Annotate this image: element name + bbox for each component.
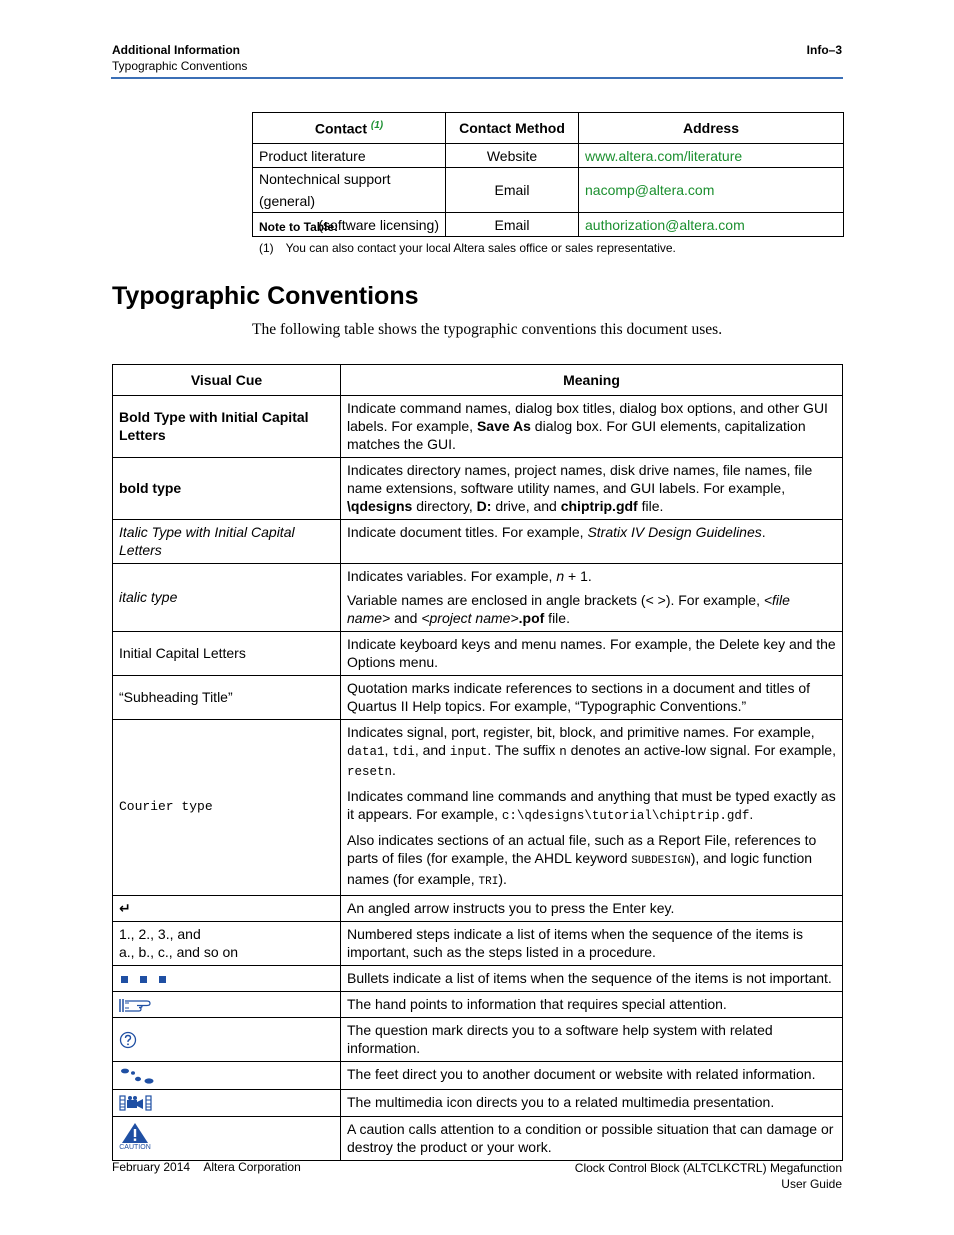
contact-cell: Product literature <box>253 144 446 168</box>
table-row <box>113 720 843 896</box>
meaning-cell: Numbered steps indicate a list of items when the sequence of the items is important, such as the steps listed in a procedure. <box>341 922 843 966</box>
meaning-cell: Indicates signal, port, register, bit, block, and primitive names. For example, data1, tdi, and input. The suffix n denotes an active-low signal. For example, resetn. Indicates command line commands and anything that must be typed exactly as it appears. For example, c:\qdesigns\tutorial\chiptrip.gdf. Also indicates sections of an actual file, such as a Report File, references to parts of files (for example, the AHDL keyword SUBDESIGN), and logic function names (for example, TRI). <box>341 720 843 896</box>
table-row <box>253 144 844 168</box>
table-row <box>113 396 843 458</box>
enter-arrow-icon: ↵ <box>119 900 131 916</box>
cue-cell: “Subheading Title” <box>113 676 341 720</box>
address-cell <box>579 144 844 168</box>
method-cell: Email <box>446 213 579 237</box>
intro-paragraph: The following table shows the typographic conventions this document uses. <box>252 321 723 338</box>
meaning-cell: An angled arrow instructs you to press the Enter key. <box>341 896 843 922</box>
cue-cell <box>113 992 341 1018</box>
conventions-table <box>112 364 843 1161</box>
meaning-cell: The feet direct you to another document or website with related information. <box>341 1062 843 1089</box>
address-cell <box>579 213 844 237</box>
cue-cell <box>113 1018 341 1062</box>
table-row <box>113 1018 843 1062</box>
contact-table <box>252 112 844 237</box>
cue-cell: 1., 2., 3., and a., b., c., and so on <box>113 922 341 966</box>
table-row <box>113 458 843 520</box>
table-row <box>113 966 843 992</box>
cue-cell <box>113 1116 341 1160</box>
hand-icon <box>119 997 151 1013</box>
meaning-cell: The multimedia icon directs you to a related multimedia presentation. <box>341 1089 843 1116</box>
table-row <box>113 564 843 632</box>
table-row <box>113 1089 843 1116</box>
caution-icon <box>119 1122 151 1152</box>
header-rule <box>111 77 843 79</box>
running-header-section: Additional Information <box>112 43 240 57</box>
contact-table-header <box>253 113 844 144</box>
footer-right <box>575 1160 842 1192</box>
table-row <box>113 922 843 966</box>
cue-cell <box>113 896 341 922</box>
meaning-cell: Bullets indicate a list of items when the sequence of the items is not important. <box>341 966 843 992</box>
table-row <box>113 676 843 720</box>
meaning-cell: The question mark directs you to a software help system with related information. <box>341 1018 843 1062</box>
address-cell <box>579 168 844 213</box>
bullet-squares-icon <box>119 969 178 987</box>
col-header-contact: Contact $^{(1)}$ <box>253 113 446 144</box>
meaning-cell: Indicates variables. For example, n + 1. Variable names are enclosed in angle brackets (< >). For example, <file name> and <project name>.pof file. <box>341 564 843 632</box>
table-row <box>113 1116 843 1160</box>
caution-label: CAUTION <box>119 1144 151 1152</box>
meaning-cell: Indicate document titles. For example, Stratix IV Design Guidelines. <box>341 520 843 564</box>
cue-cell: Italic Type with Initial Capital Letters <box>113 520 341 564</box>
address-link[interactable]: authorization@altera.com <box>585 216 745 233</box>
conventions-table-header <box>113 365 843 396</box>
contact-cell: Nontechnical support (general) <box>253 168 446 213</box>
table-note-text: You can also contact your local Altera sales office or sales representative. <box>285 241 676 255</box>
footer-date: February 2014 <box>112 1160 191 1174</box>
contact-cell: (software licensing) <box>253 213 446 237</box>
meaning-cell: The hand points to information that requires special attention. <box>341 992 843 1018</box>
address-link[interactable]: nacomp@altera.com <box>585 182 715 198</box>
footer-company: Altera Corporation <box>203 1160 301 1174</box>
cue-cell <box>113 966 341 992</box>
footer-left <box>112 1160 301 1174</box>
table-row <box>113 632 843 676</box>
cue-cell: Initial Capital Letters <box>113 632 341 676</box>
footer-doc-subtitle: User Guide <box>781 1177 842 1191</box>
table-row <box>113 1062 843 1089</box>
meaning-cell: Indicate keyboard keys and menu names. For example, the Delete key and the Options menu. <box>341 632 843 676</box>
running-header-subsection: Typographic Conventions <box>112 59 248 73</box>
multimedia-icon <box>119 1094 153 1112</box>
method-cell: Email <box>446 168 579 213</box>
cue-cell: italic type <box>113 564 341 632</box>
meaning-cell: Indicate command names, dialog box titles, dialog box options, and other GUI labels. For example, Save As dialog box. For GUI elements, capitalization matches the GUI. <box>341 396 843 458</box>
cue-cell <box>113 1062 341 1089</box>
table-row <box>113 896 843 922</box>
table-note-number: (1) <box>259 241 274 255</box>
cue-cell <box>113 1089 341 1116</box>
cue-cell: bold type <box>113 458 341 520</box>
question-icon <box>119 1031 137 1049</box>
page-number: Info–3 <box>806 43 842 57</box>
cue-cell: Bold Type with Initial Capital Letters <box>113 396 341 458</box>
table-row <box>113 520 843 564</box>
table-row <box>253 213 844 237</box>
table-row <box>253 168 844 213</box>
col-header-visual-cue: Visual Cue <box>113 365 341 396</box>
address-link[interactable]: www.altera.com/literature <box>585 147 743 164</box>
meaning-cell: Indicates directory names, project names, disk drive names, file names, file name extensions, software utility names, and GUI labels. For example, \qdesigns directory, D: drive, and chiptrip.gdf file. <box>341 458 843 520</box>
table-note <box>259 241 676 255</box>
col-header-method: Contact Method <box>446 113 579 144</box>
meaning-cell: Quotation marks indicate references to sections in a document and titles of Quartus II Help topics. For example, “Typographic Conventions.” <box>341 676 843 720</box>
table-row <box>113 992 843 1018</box>
feet-icon <box>119 1067 155 1085</box>
col-header-address: Address <box>579 113 844 144</box>
meaning-cell: A caution calls attention to a condition or possible situation that can damage or destroy the product or your work. <box>341 1116 843 1160</box>
footer-doc-title: Clock Control Block (ALTCLKCTRL) Megafunction <box>574 1161 842 1175</box>
section-title: Typographic Conventions <box>112 282 419 310</box>
col-header-meaning: Meaning <box>341 365 843 396</box>
footnote-ref[interactable]: (1) <box>370 119 384 131</box>
table-note-title: Note to Table: <box>259 220 339 234</box>
cue-cell: Courier type <box>113 720 341 896</box>
method-cell: Website <box>446 144 579 168</box>
